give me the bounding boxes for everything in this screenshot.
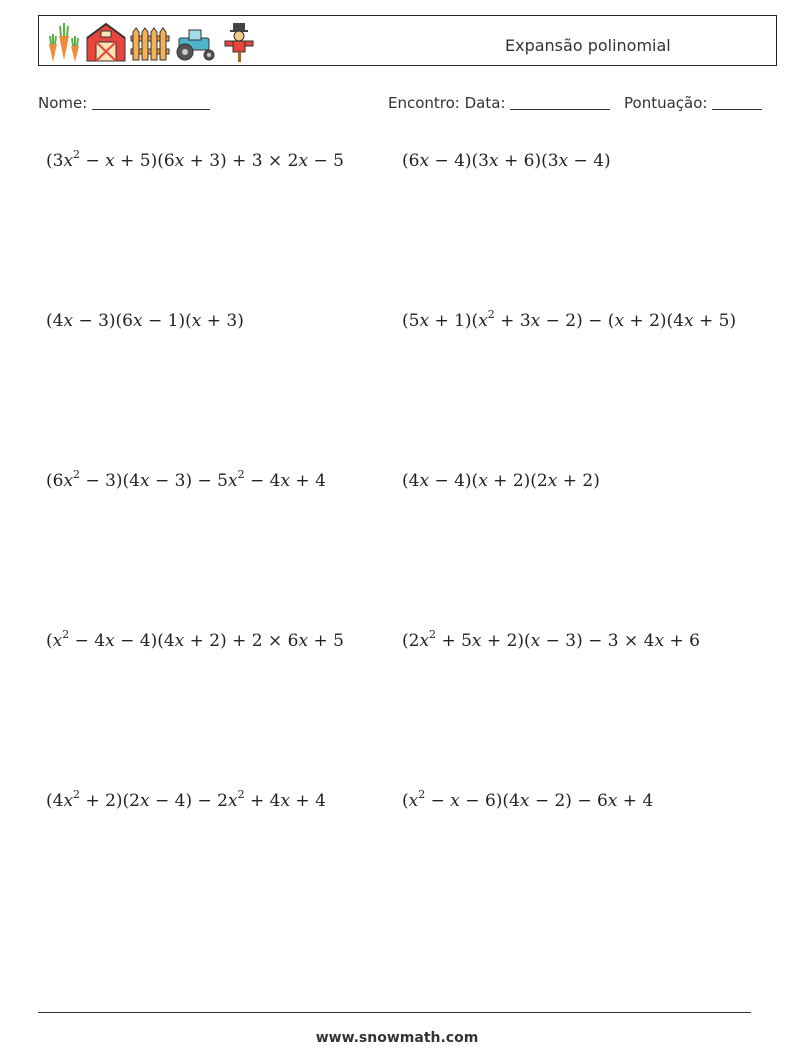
problem-5 <box>46 468 326 491</box>
expression-text: (2 <box>402 631 420 651</box>
expression-text: (5 <box>402 311 420 331</box>
variable: x <box>654 631 665 651</box>
meeting-date-label: Encontro: Data: <box>388 94 506 112</box>
expression-text: + 2)(4 <box>624 311 684 331</box>
problem-9 <box>46 788 326 811</box>
header-icons <box>45 20 257 62</box>
expression-text: + 6)(3 <box>498 151 559 171</box>
exponent: 2 <box>429 628 437 641</box>
expression-text: − 4)(3 <box>429 151 489 171</box>
expression-text: (3 <box>46 151 64 171</box>
variable: x <box>419 631 430 651</box>
variable: x <box>489 151 499 171</box>
name-blank[interactable] <box>92 95 210 110</box>
problem-7 <box>46 628 344 651</box>
footer-divider <box>38 1012 751 1013</box>
variable: x <box>450 791 460 811</box>
variable: x <box>133 311 143 331</box>
problem-10 <box>402 788 654 811</box>
meeting-date-field[interactable] <box>388 94 610 112</box>
exponent: 2 <box>237 788 245 801</box>
variable: x <box>478 311 488 331</box>
score-label: Pontuação: <box>624 94 708 112</box>
expression-text: + 5 <box>436 631 472 651</box>
expression-text: + 2) + 2 × 6 <box>184 631 299 651</box>
variable: x <box>547 471 558 491</box>
expression-text: (6 <box>46 471 64 491</box>
expression-text: − 4) <box>568 151 611 171</box>
variable: x <box>140 471 150 491</box>
problem-6 <box>402 471 600 491</box>
variable: x <box>530 311 541 331</box>
variable: x <box>63 791 74 811</box>
variable: x <box>280 791 291 811</box>
expression-text: + 4 <box>290 791 326 811</box>
variable: x <box>227 791 238 811</box>
variable: x <box>63 311 74 331</box>
variable: x <box>298 631 309 651</box>
exponent: 2 <box>73 468 81 481</box>
variable: x <box>174 631 185 651</box>
fence-icon <box>129 22 171 62</box>
date-blank[interactable] <box>510 95 610 110</box>
expression-text: ( <box>46 631 53 651</box>
expression-text: + 2) <box>557 471 600 491</box>
expression-text: − 5 <box>308 151 344 171</box>
expression-text: − 3) − 5 <box>149 471 228 491</box>
expression-text: + 2)(2 <box>487 471 548 491</box>
exponent: 2 <box>73 788 81 801</box>
expression-text: + 3) + 3 × 2 <box>184 151 299 171</box>
worksheet-title: Expansão polinomial <box>505 36 671 55</box>
variable: x <box>471 631 482 651</box>
exponent: 2 <box>62 628 70 641</box>
variable: x <box>52 631 63 651</box>
variable: x <box>607 791 618 811</box>
expression-text: ( <box>402 791 409 811</box>
variable: x <box>105 151 115 171</box>
problem-4 <box>402 308 737 331</box>
variable: x <box>191 311 202 331</box>
expression-text: + 5 <box>308 631 344 651</box>
problem-2 <box>402 151 611 171</box>
expression-text: + 1)( <box>429 311 479 331</box>
score-blank[interactable] <box>712 95 762 110</box>
exponent: 2 <box>487 308 495 321</box>
problem-3 <box>46 311 244 331</box>
variable: x <box>63 151 74 171</box>
expression-text: − 4 <box>244 471 281 491</box>
carrots-icon <box>45 22 83 62</box>
expression-text: + 2)(2 <box>80 791 140 811</box>
expression-text: − 4)(4 <box>114 631 175 651</box>
expression-text: − 1)( <box>142 311 192 331</box>
expression-text: − 4 <box>69 631 106 651</box>
expression-text: + 5)(6 <box>114 151 175 171</box>
variable: x <box>174 151 185 171</box>
expression-text: + 5) <box>693 311 737 331</box>
expression-text: (6 <box>402 151 420 171</box>
expression-text: + 2)( <box>481 631 531 651</box>
problem-1 <box>46 148 344 171</box>
variable: x <box>298 151 309 171</box>
expression-text: + 4 <box>244 791 281 811</box>
expression-text: − 2) − ( <box>540 311 615 331</box>
expression-text: − 2) − 6 <box>529 791 608 811</box>
expression-text: − 4) − 2 <box>149 791 228 811</box>
worksheet-header <box>38 15 777 66</box>
expression-text: + 4 <box>617 791 654 811</box>
expression-text: + 3 <box>494 311 531 331</box>
expression-text: − 3)(6 <box>73 311 133 331</box>
expression-text: − 4)( <box>429 471 479 491</box>
scarecrow-icon <box>221 22 257 62</box>
variable: x <box>408 791 419 811</box>
score-field[interactable] <box>624 94 762 112</box>
variable: x <box>519 791 530 811</box>
expression-text: (4 <box>46 311 64 331</box>
variable: x <box>105 631 115 651</box>
variable: x <box>419 471 430 491</box>
expression-text: − 6)(4 <box>459 791 520 811</box>
expression-text: − <box>80 151 106 171</box>
expression-text: + 3) <box>201 311 244 331</box>
variable: x <box>419 311 430 331</box>
exponent: 2 <box>237 468 245 481</box>
tractor-icon <box>173 22 219 62</box>
variable: x <box>419 151 430 171</box>
name-label: Nome: <box>38 94 88 112</box>
variable: x <box>227 471 238 491</box>
expression-text: − 3)(4 <box>80 471 140 491</box>
exponent: 2 <box>73 148 81 161</box>
variable: x <box>683 311 694 331</box>
variable: x <box>478 471 488 491</box>
expression-text: (4 <box>402 471 420 491</box>
barn-icon <box>85 22 127 62</box>
expression-text: − <box>425 791 451 811</box>
variable: x <box>614 311 625 331</box>
variable: x <box>558 151 569 171</box>
variable: x <box>530 631 541 651</box>
expression-text: − 3) − 3 × 4 <box>540 631 655 651</box>
problem-8 <box>402 628 700 651</box>
expression-text: + 4 <box>290 471 326 491</box>
footer-website[interactable]: www.snowmath.com <box>315 1030 479 1046</box>
expression-text: + 6 <box>664 631 700 651</box>
name-field[interactable] <box>38 94 210 112</box>
variable: x <box>140 791 150 811</box>
variable: x <box>63 471 74 491</box>
expression-text: (4 <box>46 791 64 811</box>
variable: x <box>280 471 291 491</box>
exponent: 2 <box>418 788 426 801</box>
